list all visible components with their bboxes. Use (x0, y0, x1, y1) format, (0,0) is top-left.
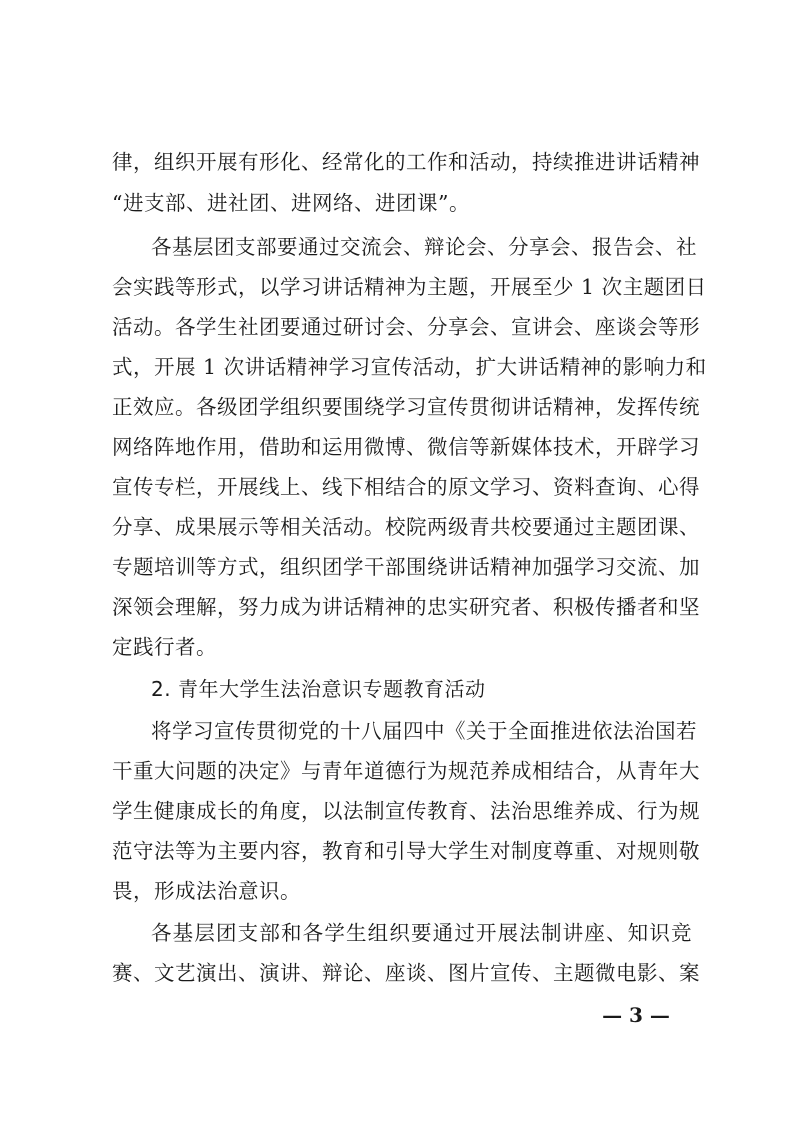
body-text-line: 学生健康成长的角度，以法制宣传教育、法治思维养成、行为规 (112, 799, 700, 823)
body-text-line: 会实践等形式，以学习讲话精神为主题，开展至少 1 次主题团日 (112, 275, 707, 299)
body-text-line: 深领会理解，努力成为讲话精神的忠实研究者、积极传播者和坚 (112, 595, 700, 619)
body-text-line: 式，开展 1 次讲话精神学习宣传活动，扩大讲话精神的影响力和 (112, 355, 707, 379)
body-text-line: 专题培训等方式，组织团学干部围绕讲话精神加强学习交流、加 (112, 555, 700, 579)
body-text-line: 网络阵地作用，借助和运用微博、微信等新媒体技术，开辟学习 (112, 435, 700, 459)
page-number: — 3 — (602, 1003, 670, 1027)
body-text-line: 分享、成果展示等相关活动。校院两级青共校要通过主题团课、 (112, 515, 700, 539)
paragraph-first-line: 各基层团支部和各学生组织要通过开展法制讲座、知识竞 (151, 921, 692, 945)
body-text-line: 正效应。各级团学组织要围绕学习宣传贯彻讲话精神，发挥传统 (112, 395, 700, 419)
body-text-line: 畏，形成法治意识。 (112, 879, 301, 903)
body-text-line: 范守法等为主要内容，教育和引导大学生对制度尊重、对规则敬 (112, 839, 700, 863)
paragraph-first-line: 各基层团支部要通过交流会、辩论会、分享会、报告会、社 (151, 235, 697, 259)
body-text-line: 干重大问题的决定》与青年道德行为规范养成相结合，从青年大 (112, 759, 700, 783)
body-text-line: 赛、文艺演出、演讲、辩论、座谈、图片宣传、主题微电影、案 (112, 961, 700, 985)
body-text-line: 宣传专栏，开展线上、线下相结合的原文学习、资料查询、心得 (112, 475, 700, 499)
paragraph-first-line: 将学习宣传贯彻党的十八届四中《关于全面推进依法治国若 (151, 719, 697, 743)
body-text-line: 活动。各学生社团要通过研讨会、分享会、宣讲会、座谈会等形 (112, 315, 700, 339)
body-text-line: “进支部、进社团、进网络、进团课”。 (112, 191, 470, 215)
body-text-line: 定践行者。 (112, 635, 217, 659)
body-text-line: 律，组织开展有形化、经常化的工作和活动，持续推进讲话精神 (112, 150, 700, 174)
section-heading: 2. 青年大学生法治意识专题教育活动 (151, 677, 486, 701)
